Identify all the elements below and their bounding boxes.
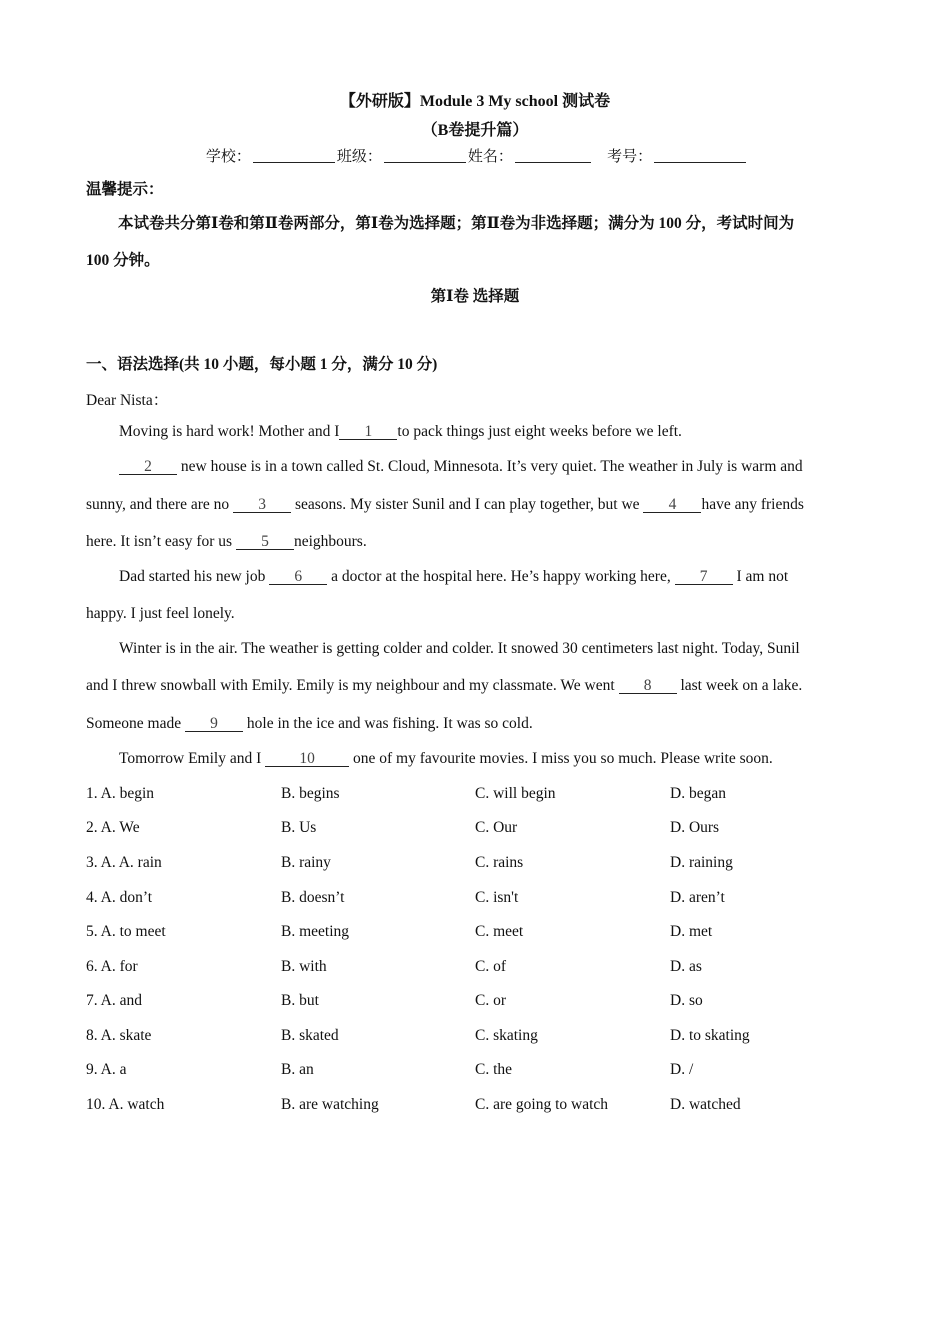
letter-paragraph-4-line2 bbox=[86, 677, 802, 695]
letter-paragraph-2-line2 bbox=[86, 496, 804, 514]
text-segment: Tomorrow Emily and I bbox=[119, 750, 262, 767]
text-segment: one of my favourite movies. I miss you so much. Please write soon. bbox=[353, 750, 773, 767]
blank-8[interactable]: 8 bbox=[619, 678, 677, 694]
blank-10[interactable]: 10 bbox=[265, 751, 349, 767]
blank-9[interactable]: 9 bbox=[185, 716, 243, 732]
option-c[interactable]: C. or bbox=[475, 992, 506, 1009]
part1-title: 第Ⅰ卷 选择题 bbox=[430, 288, 520, 305]
blank-5[interactable]: 5 bbox=[236, 534, 294, 550]
text-segment: have any friends bbox=[701, 496, 804, 513]
option-b[interactable]: B. an bbox=[281, 1061, 314, 1078]
letter-paragraph-1 bbox=[119, 423, 682, 441]
option-c[interactable]: C. Our bbox=[475, 819, 518, 836]
number-blank[interactable] bbox=[654, 148, 746, 163]
option-c[interactable]: C. of bbox=[475, 958, 506, 975]
name-label: 姓名： bbox=[467, 147, 513, 165]
option-a[interactable]: 9. A. a bbox=[86, 1061, 127, 1078]
option-d[interactable]: D. as bbox=[670, 958, 702, 975]
option-c[interactable]: C. rains bbox=[475, 854, 524, 871]
question-row-2 bbox=[86, 819, 886, 839]
tips-text-line1: 本试卷共分第Ⅰ卷和第Ⅱ卷两部分，第Ⅰ卷为选择题；第Ⅱ卷为非选择题；满分为 100 分，考试时间为 bbox=[118, 215, 795, 232]
exam-subtitle: （B卷提升篇） bbox=[421, 122, 529, 139]
text-segment: Winter is in the air. The weather is getting colder and colder. It snowed 30 centimeters last night. Today, Sunil bbox=[119, 640, 800, 657]
text-segment: seasons. My sister Sunil and I can play together, but we bbox=[294, 496, 640, 513]
letter-paragraph-2-line3 bbox=[86, 533, 367, 551]
text-segment: I am not bbox=[736, 568, 789, 585]
exam-title: 【外研版】Module 3 My school 测试卷 bbox=[339, 93, 611, 110]
question-row-1 bbox=[86, 785, 886, 805]
option-a[interactable]: 4. A. don’t bbox=[86, 889, 153, 906]
class-blank[interactable] bbox=[384, 148, 466, 163]
question-row-5 bbox=[86, 923, 886, 943]
school-label: 学校： bbox=[205, 147, 251, 165]
student-info-line bbox=[0, 145, 950, 166]
tips-label: 温馨提示： bbox=[86, 181, 164, 198]
option-a[interactable]: 7. A. and bbox=[86, 992, 142, 1009]
option-b[interactable]: B. rainy bbox=[281, 854, 331, 871]
option-c[interactable]: C. the bbox=[475, 1061, 513, 1078]
option-d[interactable]: D. met bbox=[670, 923, 713, 940]
text-segment: Someone made bbox=[86, 715, 182, 732]
question-row-4 bbox=[86, 889, 886, 909]
option-a[interactable]: 6. A. for bbox=[86, 958, 138, 975]
option-d[interactable]: D. Ours bbox=[670, 819, 720, 836]
letter-paragraph-3-line2 bbox=[86, 605, 235, 623]
letter-paragraph-2-line1 bbox=[119, 458, 803, 476]
option-d[interactable]: D. aren’t bbox=[670, 889, 725, 906]
tips-text-line2: 100 分钟。 bbox=[86, 252, 160, 269]
option-a[interactable]: 2. A. We bbox=[86, 819, 140, 836]
text-segment: last week on a lake. bbox=[680, 677, 803, 694]
option-c[interactable]: C. will begin bbox=[475, 785, 556, 802]
option-b[interactable]: B. skated bbox=[281, 1027, 339, 1044]
option-a[interactable]: 1. A. begin bbox=[86, 785, 155, 802]
question-row-10 bbox=[86, 1096, 886, 1116]
text-segment: neighbours. bbox=[293, 533, 367, 550]
question-row-8 bbox=[86, 1027, 886, 1047]
class-label: 班级： bbox=[336, 147, 382, 165]
number-label: 考号： bbox=[607, 147, 653, 165]
option-b[interactable]: B. meeting bbox=[281, 923, 350, 940]
letter-paragraph-5 bbox=[119, 750, 773, 768]
question-row-6 bbox=[86, 958, 886, 978]
blank-4[interactable]: 4 bbox=[643, 497, 701, 513]
blank-7[interactable]: 7 bbox=[675, 569, 733, 585]
section1-heading: 一、语法选择(共 10 小题，每小题 1 分，满分 10 分) bbox=[86, 356, 438, 373]
option-c[interactable]: C. skating bbox=[475, 1027, 538, 1044]
option-b[interactable]: B. doesn’t bbox=[281, 889, 345, 906]
question-row-7 bbox=[86, 992, 886, 1012]
school-blank[interactable] bbox=[253, 148, 335, 163]
text-segment: a doctor at the hospital here. He’s happy working here, bbox=[331, 568, 671, 585]
letter-paragraph-4-line1 bbox=[119, 640, 800, 658]
option-a[interactable]: 3. A. A. rain bbox=[86, 854, 162, 871]
text-segment: Moving is hard work! Mother and I bbox=[119, 423, 340, 440]
blank-1[interactable]: 1 bbox=[339, 424, 397, 440]
option-c[interactable]: C. are going to watch bbox=[475, 1096, 609, 1113]
option-a[interactable]: 10. A. watch bbox=[86, 1096, 165, 1113]
blank-3[interactable]: 3 bbox=[233, 497, 291, 513]
option-b[interactable]: B. Us bbox=[281, 819, 317, 836]
option-d[interactable]: D. raining bbox=[670, 854, 733, 871]
blank-2[interactable]: 2 bbox=[119, 459, 177, 475]
text-segment: sunny, and there are no bbox=[86, 496, 230, 513]
option-d[interactable]: D. to skating bbox=[670, 1027, 750, 1044]
option-a[interactable]: 5. A. to meet bbox=[86, 923, 166, 940]
text-segment: Dad started his new job bbox=[119, 568, 266, 585]
text-segment: to pack things just eight weeks before we left. bbox=[397, 423, 682, 440]
option-d[interactable]: D. watched bbox=[670, 1096, 741, 1113]
text-segment: happy. I just feel lonely. bbox=[86, 605, 235, 622]
option-d[interactable]: D. began bbox=[670, 785, 726, 802]
letter-salutation: Dear Nista： bbox=[86, 392, 169, 409]
question-row-3 bbox=[86, 854, 886, 874]
name-blank[interactable] bbox=[515, 148, 591, 163]
text-segment: hole in the ice and was fishing. It was so cold. bbox=[246, 715, 533, 732]
text-segment: new house is in a town called St. Cloud, Minnesota. It’s very quiet. The weather in July is warm and bbox=[180, 458, 803, 475]
letter-paragraph-3-line1 bbox=[119, 568, 788, 586]
option-a[interactable]: 8. A. skate bbox=[86, 1027, 152, 1044]
option-b[interactable]: B. but bbox=[281, 992, 319, 1009]
option-d[interactable]: D. / bbox=[670, 1061, 694, 1078]
option-c[interactable]: C. meet bbox=[475, 923, 524, 940]
option-b[interactable]: B. with bbox=[281, 958, 327, 975]
blank-6[interactable]: 6 bbox=[269, 569, 327, 585]
letter-paragraph-4-line3 bbox=[86, 715, 533, 733]
option-c[interactable]: C. isn't bbox=[475, 889, 519, 906]
option-b[interactable]: B. are watching bbox=[281, 1096, 379, 1113]
question-row-9 bbox=[86, 1061, 886, 1081]
option-d[interactable]: D. so bbox=[670, 992, 703, 1009]
text-segment: here. It isn’t easy for us bbox=[86, 533, 233, 550]
text-segment: and I threw snowball with Emily. Emily is my neighbour and my classmate. We went bbox=[86, 677, 615, 694]
option-b[interactable]: B. begins bbox=[281, 785, 340, 802]
